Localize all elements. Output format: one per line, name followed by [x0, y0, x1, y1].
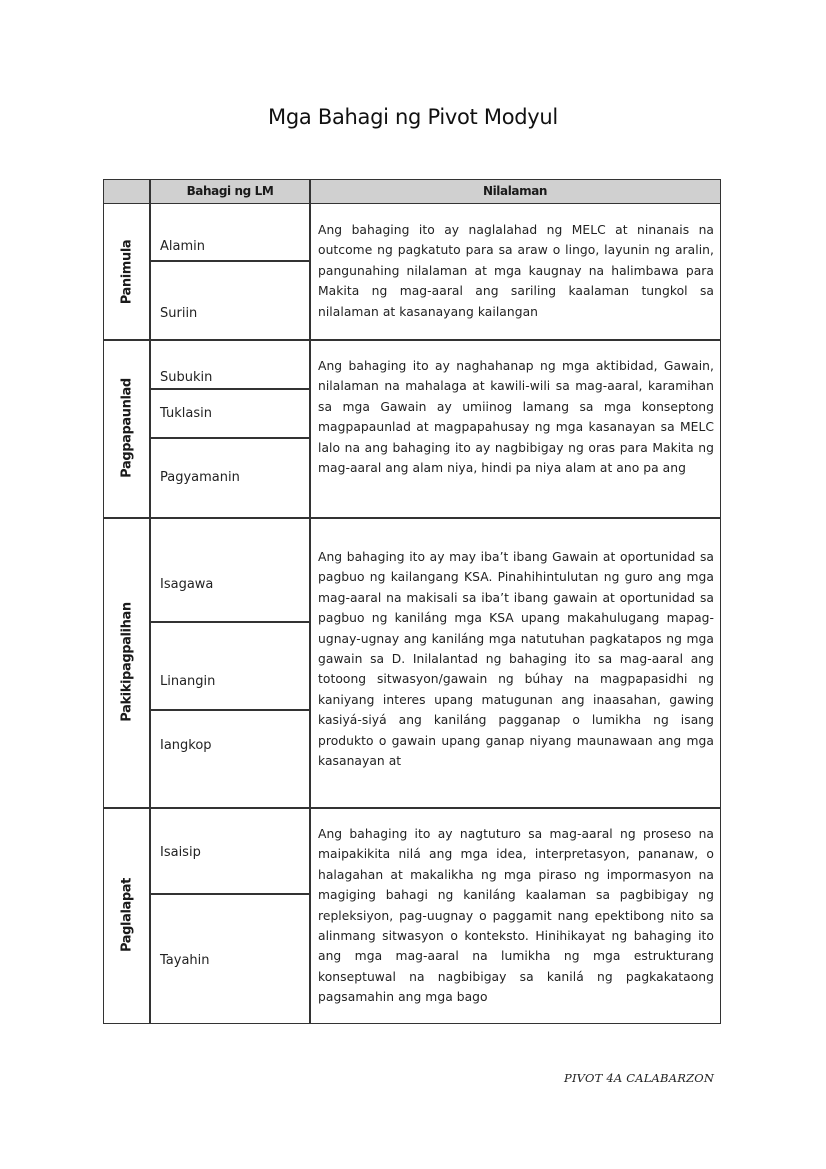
- description-pakikipagpalihan: Ang bahaging ito ay may iba’t ibang Gawain at oportunidad sa pagbuo ng kailangang KSA. Pinahihintulutan ng guro ang mga mag-aaral na makisali sa iba’t ibang gawain at oportunidad sa pagbuo ng kaniláng mga KSA upang makahulugang mapag-ugnay-ugnay ang kaniláng mga natutuhan pagkatapos ng mga gawain sa D. Inilalantad ng bahaging ito sa mag-aaral ang totoong sitwasyon/gawain ng búhay na magpapasidhi ng kaniyang interes upang matugunan ang inaasahan, gawing kasiyá-siyá ang kaniláng pagganap o lumikha ng isang produkto o gawain upang ganap niyang maunawaan ang mga kasanayan at: [318, 550, 714, 769]
- part-tuklasin: Tuklasin: [160, 406, 212, 421]
- section-label-paglalapat: [104, 807, 150, 1023]
- part-divider: [150, 621, 310, 623]
- part-alamin: Alamin: [160, 239, 205, 254]
- section-divider: [104, 517, 720, 519]
- header-nilalaman: Nilalaman: [482, 184, 548, 198]
- section-divider: [104, 339, 720, 341]
- section-label-panimula: [104, 204, 150, 339]
- part-divider: [150, 437, 310, 439]
- part-isagawa: Isagawa: [160, 577, 214, 592]
- table-header: [104, 180, 720, 204]
- section-label-text: Pagpapaunlad: [119, 378, 135, 478]
- part-iangkop: Iangkop: [160, 738, 212, 753]
- part-subukin: Subukin: [160, 370, 213, 385]
- section-label-pakikipagpalihan: [104, 517, 150, 807]
- section-label-pagpapaunlad: [104, 339, 150, 517]
- part-suriin: Suriin: [160, 306, 198, 321]
- header-bahagi: Bahagi ng LM: [186, 184, 274, 198]
- column-divider: [309, 180, 311, 1023]
- section-label-text: Paglalapat: [119, 877, 135, 953]
- section-label-text: Pakikipagpalihan: [119, 602, 135, 722]
- modules-table: [103, 179, 721, 1024]
- description-pagpapaunlad: Ang bahaging ito ay naghahanap ng mga aktibidad, Gawain, nilalaman na mahalaga at kawili-wili sa mag-aaral, karamihan sa mga Gawain ay umiinog lamang sa mga konseptong magpapaunlad at magpapahusay ng mga kasanayan sa MELC lalo na ang bahaging ito ay nagbibigay ng oras para Makita ng mag-aaral ang alam niya, hindi pa niya alam at ano pa ang: [318, 359, 714, 476]
- page-footer: PIVOT 4A CALABARZON: [564, 1071, 715, 1085]
- part-divider: [150, 709, 310, 711]
- description-panimula: Ang bahaging ito ay naglalahad ng MELC at ninanais na outcome ng pagkatuto para sa araw o lingo, layunin ng aralin, pangunahing nilalaman at mga kaugnay na halimbawa para Makita ng mag-aaral ang sariling kaalaman tungkol sa nilalaman at kasanayang kailangan: [318, 223, 714, 319]
- part-isaisip: Isaisip: [160, 845, 201, 860]
- page-title: Mga Bahagi ng Pivot Modyul: [268, 105, 558, 129]
- part-linangin: Linangin: [160, 674, 216, 689]
- part-tayahin: Tayahin: [160, 953, 210, 968]
- section-divider: [104, 807, 720, 809]
- part-divider: [150, 388, 310, 390]
- part-divider: [150, 260, 310, 262]
- part-divider: [150, 893, 310, 895]
- description-paglalapat: Ang bahaging ito ay nagtuturo sa mag-aaral ng proseso na maipakikita nilá ang mga idea, interpretasyon, pananaw, o halagahan at makalikha ng mga piraso ng impormasyon na magiging bahagi ng kaniláng kaalaman sa pagbibigay ng repleksiyon, pag-uugnay o paggamit nang epektibong nito sa alinmang sitwasyon o konteksto. Hinihikayat ng bahaging ito ang mga mag-aaral na lumikha ng mga estrukturang konseptuwal na nagbibigay sa kanilá ng pagkakataong pagsamahin ang mga bago: [318, 827, 714, 1005]
- header-blank: [104, 180, 150, 202]
- section-label-text: Panimula: [119, 239, 135, 304]
- part-pagyamanin: Pagyamanin: [160, 470, 240, 485]
